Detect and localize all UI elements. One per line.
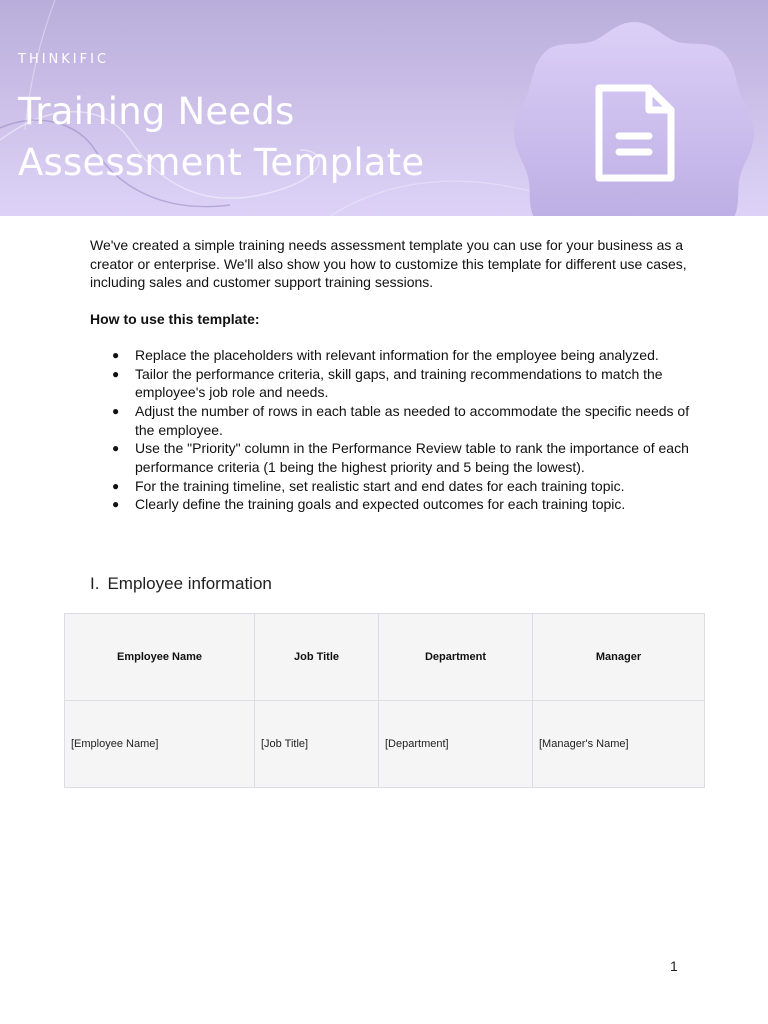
column-header: Department (379, 614, 533, 701)
list-item (90, 439, 690, 476)
list-item (90, 495, 690, 514)
table-cell: [Job Title] (255, 701, 379, 788)
howto-heading: How to use this template: (90, 311, 260, 328)
list-item (90, 346, 690, 365)
table-header-row (65, 614, 705, 701)
table-cell: [Department] (379, 701, 533, 788)
employee-info-table (64, 613, 705, 788)
bullet-icon: ● (112, 497, 120, 512)
section-title: Employee information (107, 574, 272, 593)
list-item-text: Replace the placeholders with relevant information for the employee being analyzed. (135, 346, 659, 363)
title-line-2: Assessment Template (18, 141, 425, 184)
bullet-icon: ● (112, 403, 120, 418)
list-item (90, 365, 690, 402)
page-title (18, 86, 424, 188)
column-header: Manager (533, 614, 705, 701)
list-item (90, 477, 690, 496)
list-item-text: Clearly define the training goals and expected outcomes for each training topic. (135, 496, 626, 513)
bullet-icon: ● (112, 347, 120, 362)
section-heading-employee-info (90, 574, 272, 594)
main-content (90, 236, 690, 514)
list-item-text: Adjust the number of rows in each table as needed to accommodate the specific needs of the employee. (135, 402, 690, 438)
list-item-text: Use the "Priority" column in the Performance Review table to rank the importance of each performance criteria (1 being the highest priority and 5 being the lowest). (135, 440, 689, 476)
header-banner (0, 0, 768, 216)
bullet-icon: ● (112, 366, 120, 381)
table-cell: [Employee Name] (65, 701, 255, 788)
bullet-icon: ● (112, 441, 120, 456)
column-header: Job Title (255, 614, 379, 701)
document-badge (513, 20, 756, 216)
list-item (90, 402, 690, 439)
column-header: Employee Name (65, 614, 255, 701)
list-item-text: Tailor the performance criteria, skill gaps, and training recommendations to match the employee's job role and needs. (135, 365, 663, 401)
section-number: I. (90, 574, 100, 593)
table-cell: [Manager's Name] (533, 701, 705, 788)
list-item-text: For the training timeline, set realistic start and end dates for each training topic. (135, 477, 625, 494)
brand-logo: THINKIFIC (18, 52, 110, 67)
title-line-1: Training Needs (18, 90, 295, 133)
instructions-list (90, 346, 690, 514)
page-number: 1 (670, 958, 678, 974)
intro-paragraph: We've created a simple training needs assessment template you can use for your business as a creator or enterprise. We'll also show you how to customize this template for different use cases, including sales and customer support training sessions. (90, 237, 687, 291)
table-row (65, 701, 705, 788)
bullet-icon: ● (112, 478, 120, 493)
